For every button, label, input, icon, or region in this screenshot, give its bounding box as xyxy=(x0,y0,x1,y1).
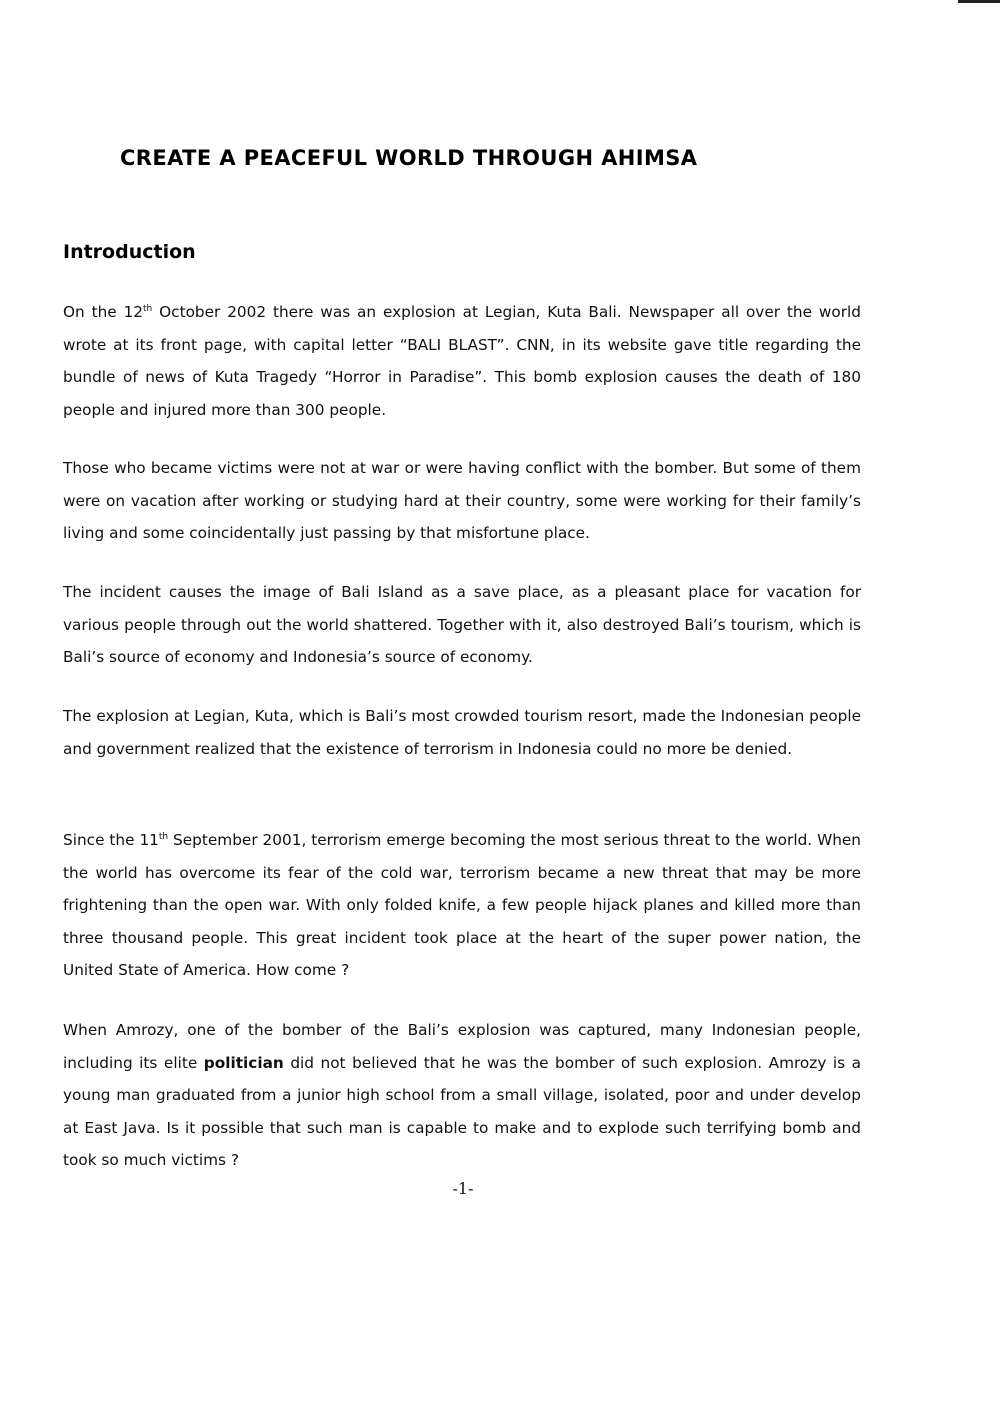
page-number: -1- xyxy=(452,1179,474,1198)
scan-edge-mark xyxy=(958,0,1000,3)
p5-prefix: Since the xyxy=(63,831,140,849)
p1-lead: On the xyxy=(63,303,124,321)
document-title: CREATE A PEACEFUL WORLD THROUGH AHIMSA xyxy=(120,146,698,170)
paragraph-1 xyxy=(63,296,861,426)
p1-text: October 2002 there was an explosion at Legian, Kuta Bali. Newspaper all over the world wrote at its front page, with capital letter “BALI BLAST”. CNN, in its website gave title regarding the bundle of news of Kuta Tragedy “Horror in Paradise”. This bomb explosion causes the death of 180 people and injured more than 300 people. xyxy=(63,303,861,419)
p1-day: 12 xyxy=(123,303,144,321)
p6-bold-word: politician xyxy=(203,1053,284,1072)
document-page xyxy=(63,0,863,1415)
paragraph-5 xyxy=(63,824,861,987)
paragraph-3: The incident causes the image of Bali Island as a save place, as a pleasant place for vacation for various people through out the world shattered. Together with it, also destroyed Bali’s tourism, which is Bali’s source of economy and Indonesia’s source of economy. xyxy=(63,583,861,666)
p5-text: September 2001, terrorism emerge becoming the most serious threat to the world. When the world has overcome its fear of the cold war, terrorism became a new threat that may be more frightening than the open war. With only folded knife, a few people hijack planes and killed more than three thousand people. This great incident took place at the heart of the super power nation, the United State of America. How come ? xyxy=(63,831,861,979)
p6-before: When Amrozy, one of the bomber of the Bali’s explosion was captured, many Indonesian people, including its elite xyxy=(63,1021,861,1072)
paragraph-4: The explosion at Legian, Kuta, which is Bali’s most crowded tourism resort, made the Indonesian people and government realized that the existence of terrorism in Indonesia could no more be denied. xyxy=(63,707,861,758)
p1-day-suffix: th xyxy=(143,304,153,314)
p5-day-suffix: th xyxy=(158,832,169,842)
paragraph-2: Those who became victims were not at war or were having conflict with the bomber. But some of them were on vacation after working or studying hard at their country, some were working for their family’s living and some coincidentally just passing by that misfortune place. xyxy=(63,459,861,542)
p5-day: 11 xyxy=(139,831,159,849)
section-heading-introduction: Introduction xyxy=(63,241,196,263)
p6-after: did not believed that he was the bomber of such explosion. Amrozy is a young man graduated from a junior high school from a small village, isolated, poor and under develop at East Java. Is it possible that such man is capable to make and to explode such terrifying bomb and took so much victims ? xyxy=(63,1053,861,1169)
paragraph-6 xyxy=(63,1014,861,1177)
